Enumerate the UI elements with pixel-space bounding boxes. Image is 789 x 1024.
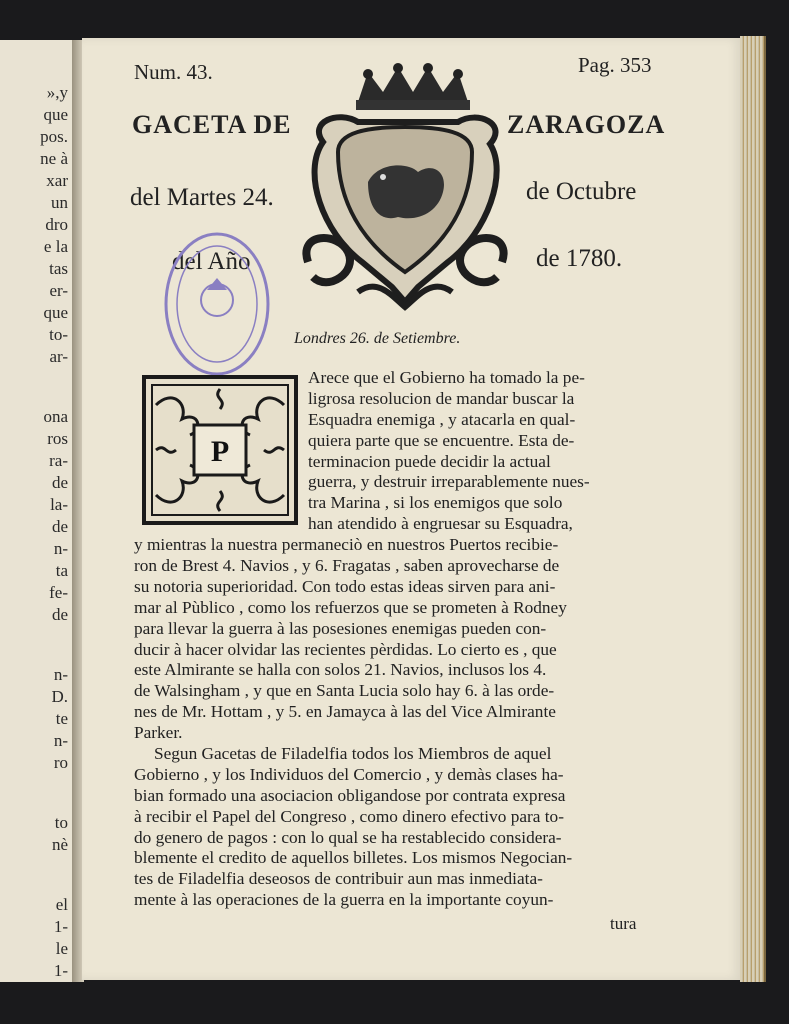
catchword: tura (610, 914, 637, 933)
text-line: mente à las operaciones de la guerra en la importante coyun- (134, 890, 554, 910)
left-fragment: te (55, 709, 68, 728)
left-fragment: »,y (46, 83, 68, 102)
left-fragment: 1- (53, 917, 68, 936)
text-line: Esquadra enemiga , y atacarla en qual- (308, 409, 576, 429)
left-fragment: to- (49, 325, 68, 344)
text-line: ducir à hacer olvidar las recientes pèrdidas. Lo cierto es , que (134, 639, 557, 659)
dateline: Londres 26. de Setiembre. (294, 330, 461, 347)
text-line: guerra, y destruir irreparablemente nues- (308, 472, 590, 492)
text-line: à recibir el Papel del Congreso , como dinero efectivo para to- (134, 806, 564, 826)
left-fragment: ta (55, 561, 68, 580)
left-fragment: de (51, 517, 68, 536)
text-line: han atendido à engruesar su Esquadra, (308, 514, 573, 534)
left-fragment: fe- (49, 583, 68, 602)
left-fragment: le (55, 939, 68, 958)
article-body (134, 368, 672, 911)
year-right: de 1780. (536, 245, 623, 272)
left-fragment: xar (46, 171, 68, 190)
left-fragment: un (51, 193, 68, 212)
left-fragment: tas (49, 259, 68, 278)
text-line: mar al Pùblico , como los refuerzos que se prometen à Rodney (134, 597, 567, 617)
left-fragment: que (43, 303, 68, 322)
left-fragment (2, 774, 72, 812)
date-left: del Martes 24. (130, 184, 274, 211)
left-fragment: to (54, 813, 68, 832)
text-line: Parker. (134, 723, 183, 743)
left-fragment: el (55, 895, 68, 914)
text-line: de Walsingham , y que en Santa Lucia solo hay 6. à las orde- (134, 681, 555, 701)
coat-of-arms-icon (298, 62, 512, 312)
date-right: de Octubre (526, 178, 637, 205)
left-fragment (2, 368, 72, 406)
text-line: do genero de pagos : con lo qual se ha restablecido considera- (134, 827, 562, 847)
issue-number: Num. 43. (134, 60, 213, 84)
text-line: ligrosa resolucion de mandar buscar la (308, 388, 575, 408)
text-line: bian formado una asociacion obligandose por contrata expresa (134, 785, 566, 805)
text-line: y mientras la nuestra permaneciò en nuestros Puertos recibie- (134, 535, 559, 555)
library-stamp-icon (162, 230, 272, 378)
left-fragment: de (51, 605, 68, 624)
left-fragment: la- (50, 495, 68, 514)
title-right: ZARAGOZA (507, 110, 666, 139)
text-line: nes de Mr. Hottam , y 5. en Jamayca à las del Vice Almirante (134, 702, 556, 722)
text-line: este Almirante se halla con solos 21. Navios, inclusos los 4. (134, 660, 547, 680)
page-number: Pag. 353 (578, 53, 652, 77)
text-line: terminacion puede decidir la actual (308, 451, 551, 471)
left-fragment: que (43, 105, 68, 124)
left-fragment: n- (53, 731, 68, 750)
left-page-text (2, 82, 72, 982)
left-fragment (2, 626, 72, 664)
text-line: ron de Brest 4. Navios , y 6. Fragatas , saben aprovecharse de (134, 556, 560, 576)
initial-letter: P (210, 435, 230, 468)
left-fragment: er- (49, 281, 68, 300)
left-fragment: nè (51, 835, 68, 854)
text-line: Segun Gacetas de Filadelfia todos los Miembros de aquel (154, 744, 552, 764)
year-left: del Año (172, 248, 251, 275)
left-fragment: ar- (49, 347, 68, 366)
left-fragment: D. (51, 687, 68, 706)
left-fragment: dro (45, 215, 68, 234)
text-line: Arece que el Gobierno ha tomado la pe- (308, 368, 585, 387)
right-page (82, 38, 742, 980)
text-line: para llevar la guerra à las posesiones enemigas pueden con- (134, 618, 547, 638)
text-line: tes de Filadelfia deseosos de contribuir aun mas inmediata- (134, 869, 543, 889)
text-line: quiera parte que se encuentre. Esta de- (308, 430, 575, 450)
left-fragment: pos. (40, 127, 68, 146)
left-fragment: ros (47, 429, 68, 448)
title-left: GACETA DE (132, 110, 292, 139)
left-fragment: n- (53, 665, 68, 684)
left-fragment: ro (53, 753, 68, 772)
left-fragment: e la (43, 237, 68, 256)
text-line: blemente el credito de aquellos billetes. Los mismos Negocian- (134, 848, 573, 868)
left-fragment: ra- (49, 451, 68, 470)
left-fragment: de (51, 473, 68, 492)
text-line: tra Marina , si los enemigos que solo (308, 493, 563, 513)
text-line: Gobierno , y los Individuos del Comercio , y demàs clases ha- (134, 764, 564, 784)
page-edge (740, 36, 766, 982)
left-page (0, 40, 74, 982)
text-line: su notoria superioridad. Con todo estas ideas sirven para ani- (134, 576, 556, 596)
left-fragment: 1- (53, 961, 68, 980)
left-fragment: ne à (40, 149, 68, 168)
left-fragment (2, 856, 72, 894)
left-fragment: ona (43, 407, 68, 426)
left-fragment: n- (53, 539, 68, 558)
